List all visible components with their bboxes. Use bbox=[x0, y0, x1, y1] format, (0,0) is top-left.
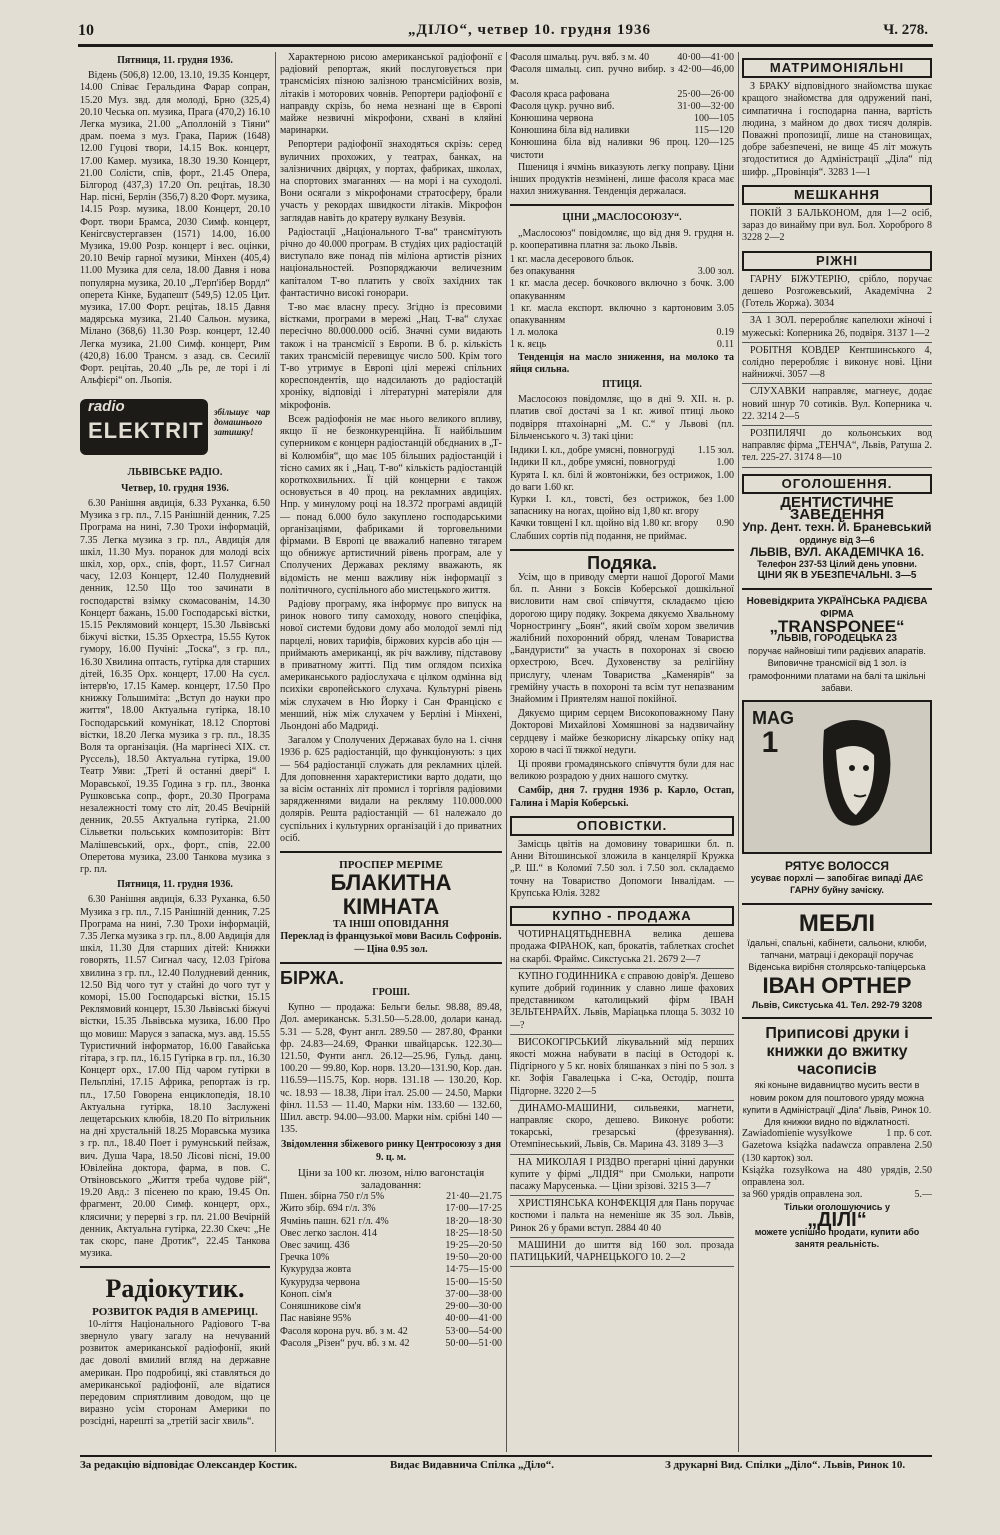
column-classifieds bbox=[742, 52, 932, 1482]
transponee-address: ЛЬВІВ, ГОРОДЕЦЬКА 23 bbox=[777, 632, 897, 644]
price-item-value: 2.50 bbox=[914, 1164, 932, 1176]
price-row bbox=[742, 1140, 932, 1164]
article-paragraph: Характерною рисою американської радіофонії є радіовий репортаж, який послуговується при трансмісіях пізною залізною трансмісійних возів, літаків і моторових човнів. Репортери радіофонії є направду скрізь, бо нема незнані ще в Європі майже незвичні мікрофони, схвані в кляйні маринарки. bbox=[280, 52, 502, 137]
book-author: ПРОСПЕР МЕРІМЕ bbox=[339, 859, 443, 871]
price-item-name: Фасоля корона руч. вб. з м. 42 bbox=[280, 1325, 408, 1337]
elektrit-logo-name: ELEKTRIT bbox=[88, 418, 204, 444]
radiokutyk-subtitle: РОЗВИТОК РАДІЯ В АМЕРИЦІ. bbox=[92, 1306, 258, 1319]
classified-ad: ГАРНУ БІЖУТЕРІЮ, срібло, поручає дешево Розгожевський, Академічна 2 (Готель Жоржа). 3034 bbox=[742, 274, 932, 314]
page-footer bbox=[80, 1455, 932, 1473]
price-item-value: 31·00—32·00 bbox=[677, 100, 734, 112]
prints-title: Приписові друки і книжки до вжитку часописів bbox=[765, 1025, 909, 1079]
price-item-value: 1.00 bbox=[716, 457, 734, 469]
price-item-name: Ячмінь пашн. 621 г/л. 4% bbox=[280, 1215, 389, 1227]
misc-header: РІЖНІ bbox=[742, 251, 932, 271]
grain-note: Ціни за 100 кг. люзом, нілю вагонстація заладовання: bbox=[297, 1166, 485, 1192]
price-item-name: Соняшникове сім'я bbox=[280, 1301, 361, 1313]
price-row bbox=[280, 1338, 502, 1350]
section-rule bbox=[280, 851, 502, 853]
price-row bbox=[510, 266, 734, 278]
price-item-name: 1 л. молока bbox=[510, 327, 558, 339]
price-item-name: Фасоля краса рафована bbox=[510, 88, 610, 100]
price-item-value: 53·00—54·00 bbox=[445, 1325, 502, 1337]
birzha-text: Купно — продажа: Бельги бельг. 98.88, 89.48, Дол. американськ. 5.31.50—5.28.00, долари канад. 5.31 — 5.28, Фунт англ. 289.50 — 287.80, Франки фр. 24.83—24.69, Франки швайцарськ. 122.30—121.50, Фунти англ. 26.12—25.96, Гульд. данц. 100.20 — 99.80, Кор. норв. 13.20—131.90, Кор. дан. 116.59—115.75, Кор. норв. 131.18 — 130.20, Кор. чс. 18.93 — 18.38, Ліри італ. 25.00 — 24.50, Марки фінл. 11.53 — 11.40, Марки нім. 133.60 — 132.60, Шил. австр. 94.00—93.00. Марки нім. срібні 140 — 135. bbox=[280, 1002, 502, 1136]
price-item-name: Фасоля шмальц. руч. вяб. з м. 40 bbox=[510, 52, 650, 63]
dentist-hours: ординує від 3—6 bbox=[799, 534, 875, 545]
price-item-name: Качки товщені І кл. щойно від 1.80 кг. вгору bbox=[510, 518, 698, 530]
elektrit-logo bbox=[80, 399, 208, 455]
prints-ad bbox=[742, 1025, 932, 1128]
price-item-value: 1 пр. 6 сот. bbox=[886, 1128, 932, 1140]
dilo-ad bbox=[742, 1201, 932, 1250]
price-row bbox=[280, 1313, 502, 1325]
ptytsia-intro: Маслосоюз повідомляє, що в дні 9. XII. н. р. платив свої достачі за 1 кг. живої птиці льоко подвірря птахоінарні „М. С.“ у Львові (пл. Більченського ч. 3) такі ціни: bbox=[510, 394, 734, 442]
lviv-radio-day1: Четвер, 10. грудня 1936. bbox=[121, 482, 229, 494]
woman-face-illustration bbox=[804, 710, 904, 840]
thanks-title: Подяка. bbox=[587, 552, 657, 573]
mebli-company: ІВАН ОРТНЕР bbox=[762, 973, 912, 999]
thanks-text: Усім, що в приводу смерти нашої Дорогої Мами бл. п. Анни з Боксів Коберської дошкільної висловити нам свої співчуття, складаємо цією дорогою щиру подяку. Зокрема дякуємо Хвальному Чорнострингу „Боян“, який своїм хором звеличив жалібний похоронний обряд, членам Товариства „Бандуристи“ за участь в похоронах зі своєю орхестрою, Всеч. Духовенству за релігійну прислугу, членам Товариства „Каменярів“ за гремійну участь в похороні та всім тут непазваним Знайомим і Приятелям нашої покійної. bbox=[510, 571, 734, 705]
lviv-radio-program1: 6.30 Ранішня авдиція, 6.33 Руханка, 6.50 Музика з гр. пл., 7.15 Ранішній денник, 7.25 Програма на нині, 7.30 Трохи інформацій, 7.35 Легка музика з гр. пл., Авдиція для шкіл, 11.30 Муз. поранок для молоді всіх шкіл, хор, орх., спів, форт., 11.57 Сигнал часу, 12.03 Концерт, 12.40 Полудневий денник, 12.50 Що тоо зачинати в господарстві взімку скомасованім, 14.30 Концерт бажань, 15.00 Господарські вістки, 15.15 Реклямовий концерт, 15.30 Львівські біжучі вістки, 15.35 Орхестра, 15.55 Куток гумору, 16.00 Пучіні: „Тоска“, з гр. пл., 16.30 Хвилина оптасть, гутірка для старших дітей, 16.35 Орх. концерт, 17.00 На сусл. інтерв'ю, 17.15 Камер. концерт, 17.50 Про книжку Гольшиміта: „Вступ до науки про життя“, 18.00 Актуальна гутірка, 18.10 Господарський комунікат, 18.12 Спортові вістки, 18.20 Легка музика з гр. пл., 18.35 Воля та організація. (На маргінесі XIX. ст. Руссель), 18.50 Актуальна гутірка, 19.00 Театр Уяви: „Треті й останні двері“ І. Моравської, 19.35 Година з гр. пл., Звонка Рушковська сопр., форт., 20.30 Програма незалежності тому сто літ, 20.45 Вечірній денник, 20.55 Актуальна гутірка, 21.00 Сільветки польських композиторів: Вітт Малішевський, орх., форт., спів, 22.00 Оперетова музика, 23.00 Танкова музика з гр. пл. bbox=[80, 497, 270, 875]
price-row bbox=[280, 1240, 502, 1252]
dentist-address: ЛЬВІВ, ВУЛ. АКАДЕМІЧКА 16. bbox=[749, 544, 925, 559]
lviv-radio-title: ЛЬВІВСЬКЕ РАДІО. bbox=[127, 467, 223, 479]
price-item-name: Фасоля цукр. ручно виб. bbox=[510, 100, 615, 112]
price-item-value: 3.00 bbox=[716, 278, 734, 290]
classified-ad: ВИСОКОГІРСЬКИЙ лікувальний мід перших якості можна набувати в пасіці в Остодорі к. Підгірного у 5 кг. новіх бляшанках з піні по 5 зол. з кг. Зофія Гавалецька і С-ка, Остодір, пошта Підгорне. 3220 2—5 bbox=[510, 1037, 734, 1101]
column-prices-ads bbox=[510, 52, 734, 1452]
prints-price-table bbox=[742, 1128, 932, 1201]
price-row bbox=[280, 1203, 502, 1215]
price-item-name: Індики II кл., добре умясні, повногруді bbox=[510, 457, 676, 469]
price-row bbox=[510, 125, 734, 137]
price-item-name: Пас навіяне 95% bbox=[280, 1313, 352, 1325]
price-item-name: Фасоля „Різен“ руч. вб. з м. 42 bbox=[280, 1337, 410, 1349]
price-row bbox=[510, 518, 734, 530]
price-row bbox=[510, 303, 734, 327]
lviv-radio-program2: 6.30 Ранішня авдиція, 6.33 Руханка, 6.50 Музика з гр. пл., 7.15 Ранішній денник, 7.25 Програма на нині, 7.30 Трохи інформацій, 7.35 Легка музика з гр. пл., 8.00 Авдиція для шкіл, 11.30 Для старших дітей: Книжки говорять, 11.57 Сигнал часу, 12.03 Гріґова хвилина з гр. пл., 12.40 Полудневий денник, 12.50 Від чого тут у стайні до чого тут у коморі, 15.00 Господарські вістки, 15.15 Реклямовий концерт, 15.30 Львівські біжучі вістки, 15.35 Львівська музика, 16.00 Про що мовиш: Маруся з запаска, муз. авд. 15.55 Туристичний інформатор, 16.00 Гавайська гітара, з гр. пл., 16.15 Гутірка в гр. пл., 16.30 Концерт орх., 17.00 Під чаром гутірки в Пельпліні, 17.15 Африка, репортаж із гр. пл., 17.50 Говорена енциклопедія, 18.10 Актуальна гутірка, 18.10 Заслужені лещетарських клюбів, 18.20 По вітрильник на дні хрустальній 18.25 Моравська музика з гр. пл., 18.40 Поет і румунський пейзаж, вич. Душа Чара, 18.50 Лісові пісні, 19.00 Ювілейна доктора, фарма, в пов. С. Отвіновського „Життя треба чудове рій“, 19.20 Авд.: З пісенею по краю, 19.45 Оп. фрагмент, 20.00 Симф. концерт, орх., клясични; у перерві з гр. пл. 21.00 Вечірній денник, Актуальна гутірка, 22.30 Скеч: „Не так скорс, пане Дротик“, 22.45 Танкова музика. bbox=[80, 894, 270, 1260]
price-item-name: 1 кг. масла експорт. включно з картоновим опакуванням bbox=[510, 302, 713, 327]
price-item-name: за 960 урядів оправлена зол. bbox=[742, 1189, 863, 1201]
price-item-value: 5.— bbox=[914, 1189, 932, 1201]
price-row bbox=[510, 445, 734, 457]
foreign-radio-program: Відень (506,8) 12.00, 13.10, 19.35 Концерт, 14.00 Співає Геральдина Фарар сопран, 15.20 Муз. звд. для молоді, Брно (325,4) 20.10 Чеська оп. музика, Прага (470,2) 16.10 Легка музика, 21.00 „Аполлоній з Тіяни“ драм. поема з муз. Грака, Париж (1648) 12.00 Гуцові твори, 14.15 Вок. концерт, 17.00 Камер. музика, 18.30 19.30 Концерт, 21.00 Солісти, спів, форт., 21.45 Опера, Білгород (437,3) 17.20 Оп. рецітаь, 18.30 Нар. пісні, Берлін (356,7) 8.20 Форт. музика, 14.15 Розр. музика, 18.00 Концерт, 20.10 Форт. твори Брамса, 2030 Симф. концерт, Кенігсвустергавзен (1571) 14.00, 16.00 Музика, 19.00 Розр. концерт і вес. оцінки, 20.10 Вечір гарної музики, Мінхен (405,4) 11.00 Музика для села, 18.00 Давня і нова популярна музика, 20.10 „Л'ерп'ібер Вордл“ оперета Кінке, Будапешт (549,5) 12.05 Цит. музика, 17.00 Форт. рецітаь, 18.15 Давня мадярська музика, 21.40 Сальон. музика, Мілано (368,6) 11.30 Розр. концерт, 12.40 Легка музика, 21.00 Симф. концерт, Рим (420,8) 16.00 Трансм. з азад. св. Сесилії Форт. рецітаь, 20.40 „Ль ре, ле торі і лі Альфієрі“ оп. Льопія. bbox=[80, 70, 270, 387]
price-item-value: 29·00—30·00 bbox=[445, 1301, 502, 1313]
classified-ad: РОЗПИЛЯЧІ до кольонських вод направляє фірма „ТЕНЧА“, Львів, Ратуша 2. тел. 225-27. 3174 8—10 bbox=[742, 428, 932, 468]
price-row bbox=[280, 1228, 502, 1240]
section-rule bbox=[742, 1017, 932, 1019]
price-row bbox=[280, 1264, 502, 1276]
dentist-title: ДЕНТИСТИЧНЕ ЗАВЕДЕННЯ bbox=[780, 493, 894, 524]
price-item-value: 100—105 bbox=[694, 113, 734, 125]
price-item-value: 19·50—20·00 bbox=[445, 1252, 502, 1264]
section-rule bbox=[742, 903, 932, 905]
classified-ad: МАШИНИ до шиття від 160 зол. прозада ПАТИЦЬКИЙ, ЧАРНЕЦЬКОГО 10. 2—2 bbox=[510, 1240, 734, 1267]
mag-slogan-block bbox=[742, 860, 932, 897]
price-row bbox=[510, 64, 734, 88]
mebli-text: їдальні, спальні, кабінети, сальони, клюби, тапчани, матраці і декорації поручає Віденська вирібня столярсько-тапіцерська bbox=[747, 937, 927, 972]
page-number: 10 bbox=[78, 22, 94, 39]
price-item-value: 50·00—51·00 bbox=[445, 1337, 502, 1349]
footer-editor: За редакцію відповідає Олександер Костик. bbox=[80, 1459, 298, 1471]
transponee-text: поручає найновіші типи радієвих апаратів. Виповичне трансмісії від 1 зол. із грамофонними платами на балі та шкільні забави. bbox=[748, 646, 926, 693]
price-item-value: 115—120 bbox=[694, 125, 734, 137]
price-row bbox=[510, 470, 734, 494]
grain-title: Звідомлення збіжевого ринку Центросоюзу з дня 9. ц. м. bbox=[280, 1139, 501, 1163]
book-info: Переклад із французької мови Василь Софронів. — Ціна 0.95 зол. bbox=[280, 931, 502, 955]
price-item-name: Gazetowa książka nadawcza оправлена (130 карток) зол. bbox=[742, 1140, 911, 1164]
masthead: „ДІЛО“, четвер 10. грудня 1936 bbox=[408, 22, 651, 38]
price-row bbox=[280, 1216, 502, 1228]
housing-header: МЕШКАННЯ bbox=[742, 185, 932, 205]
ptytsia-title: ПТИЦЯ. bbox=[602, 379, 642, 391]
footer-printer: З друкарні Вид. Спілки „Діло“. Львів, Ринок 10. bbox=[665, 1459, 906, 1471]
mebli-title: МЕБЛІ bbox=[798, 909, 876, 937]
transponee-intro: Новевідкрита УКРАЇНСЬКА РАДІЄВА ФІРМА bbox=[746, 596, 928, 620]
misc-ads-list bbox=[742, 274, 932, 468]
dentist-prices: ЦІНИ ЯК В УБЕЗПЕЧАЛЬНІ. 3—5 bbox=[757, 570, 917, 582]
price-item-value: 3.00 зол. bbox=[697, 266, 734, 278]
price-item-value: 120—125 bbox=[694, 137, 734, 149]
price-row bbox=[280, 1326, 502, 1338]
issue-number: Ч. 278. bbox=[883, 22, 928, 38]
price-item-value: 21·40—21.75 bbox=[446, 1191, 502, 1203]
price-item-name: Жито збір. 694 г/л. 3% bbox=[280, 1203, 376, 1215]
matrimonial-text: З БРАКУ відповідного знайомства шукає кращого знайомства для одружений пані, симпатична і господарна панна, вартість людина, з майном до двох тисяч долярів. Поважні пропозиції, лише на становищах, добре забезпечені, не вище 45 літ можуть згодоститися до Адміністрації „Діла“ під шифр. „Провінція“. 3283 1—1 bbox=[742, 81, 932, 178]
column-divider bbox=[738, 52, 739, 1452]
dilo-ad-line3: можете успішно продати, купити або занятя реальність. bbox=[754, 1226, 920, 1249]
section-rule bbox=[510, 549, 734, 551]
price-item-value: 19·25—20·50 bbox=[445, 1240, 502, 1252]
kupno-prodazha-header: КУПНО - ПРОДАЖА bbox=[510, 906, 734, 926]
header-rule bbox=[78, 44, 933, 47]
price-item-name: Курки І. кл., товсті, без острижок, без запаснику на ногах, щойно від 1,80 кг. вгору bbox=[510, 493, 713, 518]
classified-ads-list bbox=[510, 929, 734, 1267]
section-rule bbox=[510, 204, 734, 206]
dilo-ad-line1: Тільки оголошуючись у bbox=[784, 1202, 890, 1213]
dentist-ad bbox=[742, 493, 932, 582]
price-row bbox=[510, 52, 734, 64]
price-item-name: Гречка 10% bbox=[280, 1252, 330, 1264]
maslosoyuz-intro: „Маслосоюз“ повідомляє, що від дня 9. грудня н. р. кооперативна платня за: льоко Львів. bbox=[510, 227, 734, 251]
price-item-value: 0.11 bbox=[716, 339, 734, 351]
price-item-value: 1.15 зол. bbox=[697, 445, 734, 457]
dilo-ad-name: „ДІЛІ“ bbox=[807, 1208, 867, 1231]
price-row bbox=[742, 1165, 932, 1189]
price-row bbox=[510, 278, 734, 302]
mag-word: MAG bbox=[752, 707, 794, 728]
price-item-value: 0.19 bbox=[716, 327, 734, 339]
classified-ad: СЛУХАВКИ направляє, магнеує, додає новий шнур 70 сотиків. Вул. Коперника ч. 22. 3214 2—5 bbox=[742, 386, 932, 426]
mag-text: усуває порхлі — запобігає випаді ДАЄ ГАРНУ буйну зачіску. bbox=[750, 873, 924, 896]
column-article-birzha bbox=[280, 52, 502, 1452]
radiokutyk-text: 10-ліття Національного Радіового Т-ва звернуло увагу загалу на нечуваний розвиток американської радіофонії, який дає доволі вмилий вгляд на державне американ. Про подробиці, які ставляться до американської радіофонії, але відатися передовим сприятливим доводом, що це виразно усім сторонам Америки по розсідні, нарешті за „третій засіг хвиль“. bbox=[80, 1318, 270, 1428]
opovistky-header: ОПОВІСТКИ. bbox=[510, 816, 734, 836]
mebli-ad bbox=[742, 911, 932, 1012]
dentist-name: Упр. Дент. техн. Й. Браневський bbox=[742, 520, 932, 535]
column-radio-programs bbox=[80, 52, 270, 1452]
price-item-name: 1 к. яєць bbox=[510, 339, 547, 351]
footer-publisher: Видає Видавнича Спілка „Діло“. bbox=[390, 1459, 555, 1471]
price-item-value: 40·00—41·00 bbox=[445, 1313, 502, 1325]
section-rule bbox=[742, 588, 932, 590]
maslosoyuz-title: ЦІНИ „МАСЛОСОЮЗУ“. bbox=[562, 212, 682, 224]
article-paragraph: Репортери радіофонії знаходяться скрізь: серед вуличних прохожих, у театрах, банках, на залізничних двірцях, у портах, фабриках, школах, на спортових змаганнях — на морі і на суходолі. Вони осягали з мікрофонами стратосферу, брали участь у рекордах швидкости літаків. Мікрофон заглядав навіть до кратеру вулкану Везувія. bbox=[280, 139, 502, 224]
price-item-name: Кукурудза жовта bbox=[280, 1264, 352, 1276]
classified-ad: НА МИКОЛАЯ І РІЗДВО прегарні цінні дарунки купите у фірмі „ЛІДІЯ“ при Смольки, напроти пасажу Марусенька. — Ціни зрізові. 3215 3—7 bbox=[510, 1157, 734, 1197]
prints-text: які коныне видавництво мусить вести в новим роком для поштового уряду можна купити в Адміністрації „Діла“ Львів, Ринок 10. Для книжки видно по віджлатності. bbox=[742, 1080, 932, 1127]
price-item-name: Кукурудза червона bbox=[280, 1276, 360, 1288]
price-item-name: Zawiadomienie wysyłkowe bbox=[742, 1128, 853, 1140]
opovistky-text: Замісць цвітів на домовину товаришки бл. п. Анни Вітошинської зложила в канцелярії Кружка „Р. Ш.“ в Коломиї 7.50 зол. і 7.50 зол. складаємо точну на Товариство Допомоги Інвалідам. — Крупська Юлія. 3282 bbox=[510, 838, 734, 899]
price-item-value: 2.50 bbox=[914, 1140, 932, 1152]
price-row bbox=[510, 89, 734, 101]
thanks-text: Ці прояви громадянського співчуття були для нас великою розрадою у дних нашого смутку. bbox=[510, 758, 734, 783]
price-item-name: Коноп. сім'я bbox=[280, 1288, 332, 1300]
elektrit-logo-radio: radio bbox=[88, 398, 125, 416]
classified-ad: КУПНО ГОДИННИКА є справою довір'я. Дешево купите добрий годинник у славно лише фахових представником католицький фірм ІВАН ЗЕЛЬТЕНРАЙХ. Львів, Маріацька площа 5. 3032 10—? bbox=[510, 971, 734, 1035]
mebli-address: Львів, Сикстуська 41. Тел. 292-79 3208 bbox=[751, 1000, 923, 1011]
mag-hair-ad bbox=[742, 700, 932, 854]
price-row bbox=[280, 1301, 502, 1313]
price-item-name: Курята І. кл. білі й жовтоніжки, без острижок, до ваги 1.60 кг. bbox=[510, 469, 713, 493]
thanks-text: Дякуємо щирим серцем Високоповажному Пану Докторові Михайлові Хомяшнові за надзвичайну сердцеву і майже безкорисну лікарську опіку над хорою в часі її тяжкої недуги. bbox=[510, 708, 734, 756]
classified-ad: ХРИСТІЯНСЬКА КОНФЕКЦІЯ для Пань поручає костюми і пальта на неменіше як 35 зол. Львів, Ринок 26 у брами вступ. 2884 40 40 bbox=[510, 1198, 734, 1238]
book-ad bbox=[280, 859, 502, 956]
beans-price-table bbox=[510, 52, 734, 162]
mag-slogan: РЯТУЄ ВОЛОССЯ bbox=[784, 858, 890, 873]
price-item-name: Індики І. кл., добре умясні, повногруді bbox=[510, 445, 675, 457]
grain-price-table bbox=[280, 1191, 502, 1350]
elektrit-slogan: збільшує чар домашнього затишку! bbox=[214, 407, 270, 438]
price-row bbox=[510, 101, 734, 113]
price-row bbox=[510, 327, 734, 339]
price-item-name: Książka rozsyłkowa на 480 урядів, оправлена зол. bbox=[742, 1164, 911, 1188]
price-item-value: 40·00—41·00 bbox=[677, 52, 734, 63]
price-row bbox=[280, 1252, 502, 1264]
price-row bbox=[510, 113, 734, 125]
price-item-name: Конюшина біла від наливки bbox=[510, 125, 630, 137]
column-divider bbox=[275, 52, 276, 1452]
price-row bbox=[280, 1191, 502, 1203]
price-row bbox=[510, 494, 734, 518]
birzha-subtitle: ГРОШІ. bbox=[372, 987, 410, 999]
housing-text: ПОКІЙ З БАЛЬКОНОМ, для 1—2 осіб, зараз до винайму при вул. Бол. Хороброго 8 3228 2—2 bbox=[742, 208, 932, 244]
price-row bbox=[510, 339, 734, 351]
price-item-value: 3.05 bbox=[716, 302, 734, 314]
price-item-value: 17·00—17·25 bbox=[445, 1203, 502, 1215]
price-item-name: Пшен. збірна 750 г/л 5% bbox=[280, 1191, 385, 1203]
price-item-name: Овес зачищ. 436 bbox=[280, 1240, 350, 1252]
foreign-radio-date: Пятниця, 11. грудня 1936. bbox=[117, 55, 233, 66]
price-item-value: 18·25—18·50 bbox=[445, 1227, 502, 1239]
classified-ad: ЧОТИРНАЦЯТЬДНЕВНА велика дешева продажа ФІРАНОК, кап, брокатів, таблетках crochet на скарбі. Фраймс. Сикстуська 21. 2679 2—7 bbox=[510, 929, 734, 969]
price-item-value: 1.00 bbox=[716, 469, 734, 481]
transponee-ad bbox=[742, 596, 932, 694]
column-divider bbox=[506, 52, 507, 1452]
mag-logo bbox=[752, 707, 794, 759]
book-title: БЛАКИТНА КІМНАТА bbox=[330, 870, 452, 920]
page-header bbox=[78, 22, 928, 44]
beans-note: Пшениця і ячмінь виказують легку поправу. Ціни інших продуктів незмінені, лише фасоля краса має нахил знижування. Тенденція держалася. bbox=[510, 161, 734, 198]
maslosoyuz-price-table bbox=[510, 254, 734, 352]
section-rule bbox=[80, 1266, 270, 1268]
price-item-name: Фасоля шмальц. сип. ручно вибир. з м. bbox=[510, 64, 675, 88]
price-item-value: 0.90 bbox=[716, 518, 734, 530]
article-paragraph: Загалом у Сполучених Державах було на 1. січня 1936 р. 625 радіостанцій, що функціонують: з цих — 564 радіостанції служать для рекламних цілей. Для доповнення характеристики варто додати, що за вісім останніх літ промисл і торгівля радіовими зарядженнями видали на рекляму 110.000.000 долярів. Решта радіостанцій — 61 належало до суспільних і культурних організацій і до приватних осіб. bbox=[280, 735, 502, 844]
price-item-name: Конюшина червона bbox=[510, 113, 594, 125]
price-row bbox=[510, 457, 734, 469]
mag-number: 1 bbox=[761, 725, 779, 759]
article-paragraph: Всеж радіофонія не має нього великого впливу, якщо її не безконкуренційна. Її найбільшим суперником є концерн радіостанцій обєднаних в „Т-ві Колюмбія“, що має 105 більших радіостанцій і тісно самих як і „Нац. Т-во“ кількість радіостанцій короткохвильних. Її цій концерни є також основується в 40 проц. на рекламних авдиціях. Нпр. у минулому році на 18.372 програмі авдицій — понад 6.000 було закуплено господарськими організаціями, фабриками й торговельними фірмами. В Европі це вважалиб напевно тягарем що обнижує артистичний рівень програм, але у Сполучених Державах рекляму вважають, як відомість не менш важливу ніж інформації з політичного, суспільного або мистецького життя. bbox=[280, 413, 502, 596]
section-rule bbox=[280, 962, 502, 964]
radio-elektrit-ad bbox=[80, 393, 270, 461]
book-subtitle: ТА ІНШІ ОПОВІДАННЯ bbox=[333, 919, 449, 931]
price-row bbox=[742, 1189, 932, 1201]
maslosoyuz-note: Тенденція на масло зниження, на молоко та яйця сильна. bbox=[510, 351, 734, 375]
price-row bbox=[280, 1277, 502, 1289]
price-item-value: 25·00—26·00 bbox=[677, 88, 734, 100]
price-item-value: 42·00—46,00 bbox=[678, 64, 734, 76]
article-paragraph: Радіостації „Національного Т-ва“ трансмітують річно до 40.000 програм. В студіях цих радіостацій виступало вже понад пів міліона артистів різних національностей. Розпоряджаючи величезним капіталом Т-во платить у своїх західних так фантастично високі гонорари. bbox=[280, 226, 502, 299]
price-row bbox=[280, 1289, 502, 1301]
price-row bbox=[510, 137, 734, 161]
radiokutyk-title: Радіокутик. bbox=[105, 1274, 245, 1304]
price-row bbox=[742, 1128, 932, 1140]
ptytsia-price-table bbox=[510, 445, 734, 543]
price-item-value: 18·20—18·30 bbox=[445, 1215, 502, 1227]
transponee-name: „TRANSPONEE“ bbox=[769, 616, 905, 636]
price-row bbox=[510, 254, 734, 266]
announcements-header: ОГОЛОШЕННЯ. bbox=[742, 474, 932, 494]
price-item-value: 14·75—15·00 bbox=[445, 1264, 502, 1276]
price-item-name: 1 кг. масла десер. бочкового включно з бочк. опакуванням bbox=[510, 278, 713, 302]
thanks-signature: Самбір, дня 7. грудня 1936 р. Карло, Остап, Галина і Марія Коберські. bbox=[510, 785, 734, 809]
price-item-name: Конюшина біла від наливки 96 проц. чистоти bbox=[510, 137, 690, 161]
article-paragraph: Радіову програму, яка інформує про випуск на ринок нового типу самоходу, нового спеціфіка, нової системи будови дому або молодої землі під парцелі, нових тарифів, біржових курсів або цін — приймають американці, як річ важливу, підставову в приватному житті. Під тим оглядом психіка американського радіослухача є цілком одмінна від психіки європейського слухача. Культурні рівень між слухачем в Ню Йорку і Сан Франціско є менший, ніж між слухачем у Берліні і Мінхені, Льондоні або Мадриді. bbox=[280, 598, 502, 732]
classified-ad: ЗА 1 ЗОЛ. переробляє капелюхи жіночі і мужеські: Коперника 26, подвіря. 3137 1—2 bbox=[742, 315, 932, 342]
classified-ad: РОБІТНЯ КОВДЕР Кентшинського 4, солідно переробляє і виконує нові. Ціни найнижчі. 3057 —8 bbox=[742, 345, 932, 385]
birzha-title: БІРЖА. bbox=[280, 967, 344, 988]
price-item-name: Слабших сортів під подання, не приймає. bbox=[510, 530, 687, 542]
price-item-name: без опакування bbox=[510, 266, 575, 278]
price-row bbox=[510, 531, 734, 543]
matrimonial-header: МАТРИМОНІЯЛЬНІ bbox=[742, 58, 932, 78]
price-item-value: 1.00 bbox=[716, 493, 734, 505]
dentist-phone: Телефон 237-53 Цілий день уповни. bbox=[757, 558, 917, 569]
article-paragraph: Т-во має власну пресу. Згідно із пресовими вістками, програми в мережі „Нац. Т-ва“ слухає пересічно 80.000.000 осіб. Значні суми видають також і на трансмісії з Европи. В б. р. кількість таких трансмісій перевищує число 500. Крім того Т-во утримує в Европі цілі мережі спільних кореспондентів, що надсилають до радіостацій хроніку, відповіді і літературні матеріяли для мікрофонів. bbox=[280, 302, 502, 411]
price-item-name: 1 кг. масла десерового бльок. bbox=[510, 254, 634, 266]
lviv-radio-day2: Пятниця, 11. грудня 1936. bbox=[117, 879, 233, 891]
classified-ad: ДИНАМО-МАШИНИ, сильвеяки, магнети, направляє скоро, дешево. Виконує роботи: токарські, грезарські (фрезування). Отемпінесьький, Львів, Св. Марина 43. 3189 3—3 bbox=[510, 1103, 734, 1155]
price-item-value: 15·00—15·50 bbox=[445, 1276, 502, 1288]
price-item-value: 37·00—38·00 bbox=[445, 1288, 502, 1300]
price-item-name: Овес легко заслон. 414 bbox=[280, 1227, 378, 1239]
